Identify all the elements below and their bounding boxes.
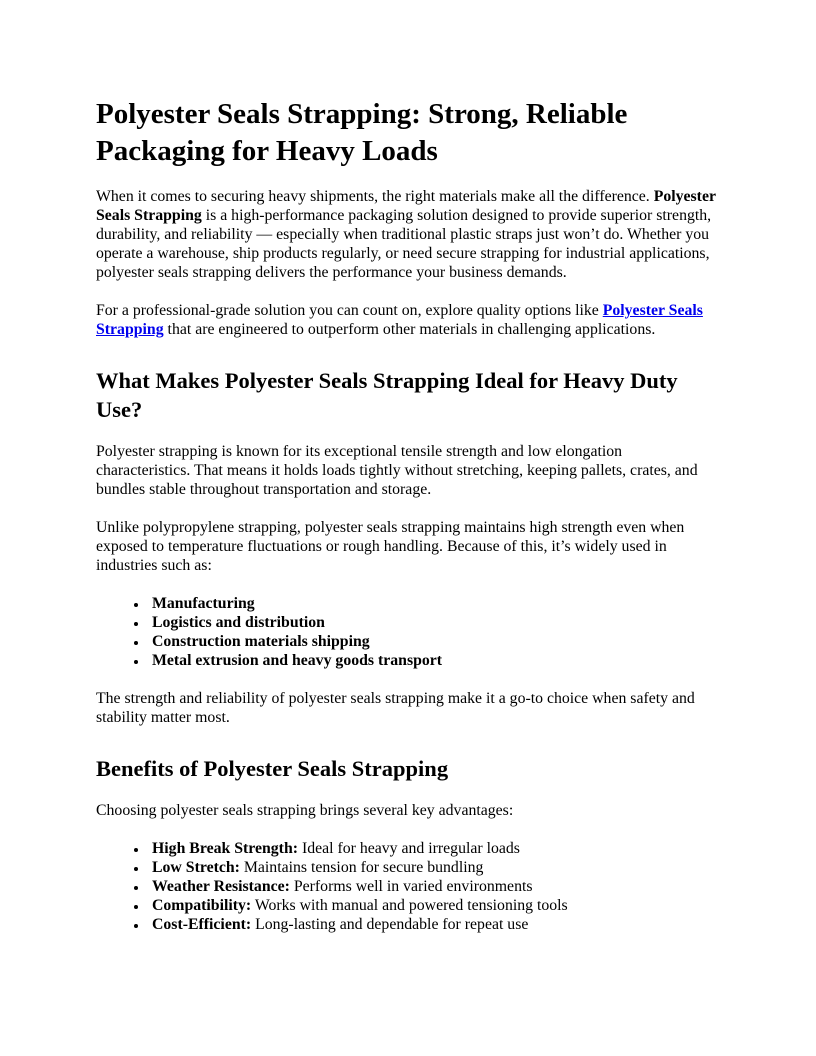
- section2-paragraph-1: Choosing polyester seals strapping brings several key advantages:: [96, 802, 514, 820]
- intro-paragraph-1: [96, 188, 719, 283]
- text-run: is a high-performance packaging solution designed to provide superior strength, durability, and reliability — especially when traditional plastic straps just won’t do. Whether you operate a warehouse, ship products regularly, or need secure strapping for industrial applications, polyester seals strapping delivers the performance your business demands.: [96, 207, 712, 282]
- list-item-label: Metal extrusion and heavy goods transport: [152, 651, 443, 669]
- benefit-label: Cost-Efficient:: [152, 915, 252, 933]
- industries-list: [96, 595, 719, 671]
- text-run: that are engineered to outperform other materials in challenging applications.: [163, 320, 656, 338]
- list-item: [148, 633, 719, 652]
- text-run: For a professional-grade solution you can count on, explore quality options like: [96, 301, 603, 319]
- benefit-label: Compatibility:: [152, 896, 252, 914]
- polyester-seals-strapping-link[interactable]: Polyester Seals Strapping: [96, 301, 703, 338]
- list-item: [148, 652, 719, 671]
- benefit-label: Weather Resistance:: [152, 877, 290, 895]
- benefit-label: High Break Strength:: [152, 840, 298, 858]
- list-item: [148, 859, 719, 878]
- document-title: Polyester Seals Strapping: Strong, Reliable Packaging for Heavy Loads: [96, 98, 628, 168]
- benefit-text: Maintains tension for secure bundling: [239, 858, 484, 876]
- text-run: When it comes to securing heavy shipments, the right materials make all the difference.: [96, 188, 654, 206]
- section-heading-heavy-duty-use: What Makes Polyester Seals Strapping Ideal for Heavy Duty Use?: [96, 367, 678, 423]
- benefit-label: Low Stretch:: [152, 858, 240, 876]
- list-item: [148, 878, 719, 897]
- list-item-label: Manufacturing: [152, 595, 255, 613]
- section1-paragraph-2: Unlike polypropylene strapping, polyester seals strapping maintains high strength even when exposed to temperature fluctuations or rough handling. Because of this, it’s widely used in industries such as:: [96, 519, 685, 575]
- benefit-text: Works with manual and powered tensioning tools: [251, 896, 568, 914]
- list-item: [148, 916, 719, 935]
- list-item-label: Construction materials shipping: [152, 633, 370, 651]
- benefits-list: [96, 840, 719, 935]
- list-item-label: Logistics and distribution: [152, 614, 325, 632]
- list-item: [148, 614, 719, 633]
- list-item: [148, 595, 719, 614]
- intro-paragraph-2: [96, 302, 719, 340]
- benefit-text: Performs well in varied environments: [289, 877, 533, 895]
- list-item: [148, 897, 719, 916]
- list-item: [148, 840, 719, 859]
- section1-paragraph-3: The strength and reliability of polyester seals strapping make it a go-to choice when safety and stability matter most.: [96, 689, 695, 726]
- benefit-text: Long-lasting and dependable for repeat use: [251, 915, 529, 933]
- benefit-text: Ideal for heavy and irregular loads: [298, 840, 520, 858]
- section1-paragraph-1: Polyester strapping is known for its exceptional tensile strength and low elongation characteristics. That means it holds loads tightly without stretching, keeping pallets, crates, and bundles stable throughout transportation and storage.: [96, 443, 698, 499]
- bold-run-product-name: Polyester Seals Strapping: [96, 188, 716, 225]
- section-heading-benefits: Benefits of Polyester Seals Strapping: [96, 755, 449, 781]
